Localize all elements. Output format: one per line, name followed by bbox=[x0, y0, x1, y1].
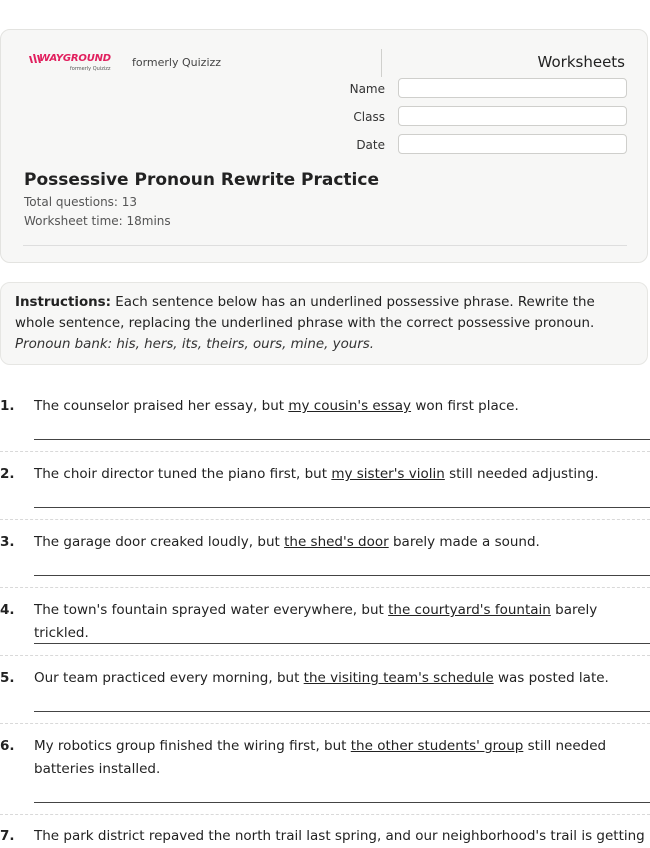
underlined-phrase: my cousin's essay bbox=[288, 398, 412, 414]
question-number: 7. bbox=[0, 828, 15, 844]
question-text: The town's fountain sprayed water everywhere, but the courtyard's fountain barely trickled. bbox=[34, 602, 598, 641]
question-text: The park district repaved the north trail last spring, and our neighborhood's trail is getting bbox=[34, 828, 645, 844]
question-separator bbox=[0, 587, 650, 588]
instructions-box bbox=[0, 282, 648, 365]
question-number: 5. bbox=[0, 670, 15, 686]
question-text: The garage door creaked loudly, but the shed's door barely made a sound. bbox=[34, 534, 540, 550]
class-field[interactable] bbox=[398, 106, 627, 126]
total-questions: Total questions: 13 bbox=[24, 195, 138, 209]
underlined-phrase: the shed's door bbox=[284, 534, 389, 550]
underlined-phrase: my sister's violin bbox=[331, 466, 445, 482]
question-number: 4. bbox=[0, 602, 15, 618]
underlined-phrase: the courtyard's fountain bbox=[388, 602, 551, 618]
logo-wordmark: WAYGROUND bbox=[39, 53, 111, 64]
date-field[interactable] bbox=[398, 134, 627, 154]
worksheet-title: Possessive Pronoun Rewrite Practice bbox=[24, 170, 379, 190]
question-text: The counselor praised her essay, but my cousin's essay won first place. bbox=[34, 398, 519, 414]
question-separator bbox=[0, 519, 650, 520]
question-separator bbox=[0, 451, 650, 452]
question-separator bbox=[0, 814, 650, 815]
wayground-logo bbox=[29, 53, 119, 75]
worksheet-time: Worksheet time: 18mins bbox=[24, 214, 171, 228]
logo-subtext: formerly Quizizz bbox=[70, 66, 111, 72]
pronoun-bank: Pronoun bank: his, hers, its, theirs, ours, mine, yours. bbox=[15, 337, 374, 352]
question-number: 2. bbox=[0, 466, 15, 482]
worksheet-header bbox=[0, 29, 648, 263]
answer-line-1[interactable] bbox=[34, 439, 650, 440]
underlined-phrase: the visiting team's schedule bbox=[303, 670, 494, 686]
name-field[interactable] bbox=[398, 78, 627, 98]
formerly-label: formerly Quizizz bbox=[132, 56, 222, 69]
date-label: Date bbox=[356, 138, 385, 152]
answer-line-6[interactable] bbox=[34, 802, 650, 803]
instructions-label: Instructions: bbox=[15, 295, 112, 310]
answer-line-4[interactable] bbox=[34, 643, 650, 644]
question-text: My robotics group finished the wiring first, but the other students' group still needed batteries installed. bbox=[34, 738, 607, 777]
question-separator bbox=[0, 655, 650, 656]
answer-line-3[interactable] bbox=[34, 575, 650, 576]
answer-line-2[interactable] bbox=[34, 507, 650, 508]
question-text: The choir director tuned the piano first, but my sister's violin still needed adjusting. bbox=[34, 466, 599, 482]
question-text: Our team practiced every morning, but the visiting team's schedule was posted late. bbox=[34, 670, 609, 686]
question-number: 6. bbox=[0, 738, 15, 754]
underlined-phrase: the other students' group bbox=[350, 738, 524, 754]
header-bottom-divider bbox=[23, 245, 627, 246]
name-label: Name bbox=[349, 82, 385, 96]
header-divider bbox=[381, 49, 382, 77]
answer-line-5[interactable] bbox=[34, 711, 650, 712]
class-label: Class bbox=[353, 110, 385, 124]
question-number: 1. bbox=[0, 398, 15, 414]
question-separator bbox=[0, 723, 650, 724]
instructions-text: Each sentence below has an underlined possessive phrase. Rewrite the whole sentence, replacing the underlined phrase with the correct possessive pronoun. bbox=[15, 295, 595, 331]
worksheets-label: Worksheets bbox=[537, 53, 625, 71]
question-number: 3. bbox=[0, 534, 15, 550]
